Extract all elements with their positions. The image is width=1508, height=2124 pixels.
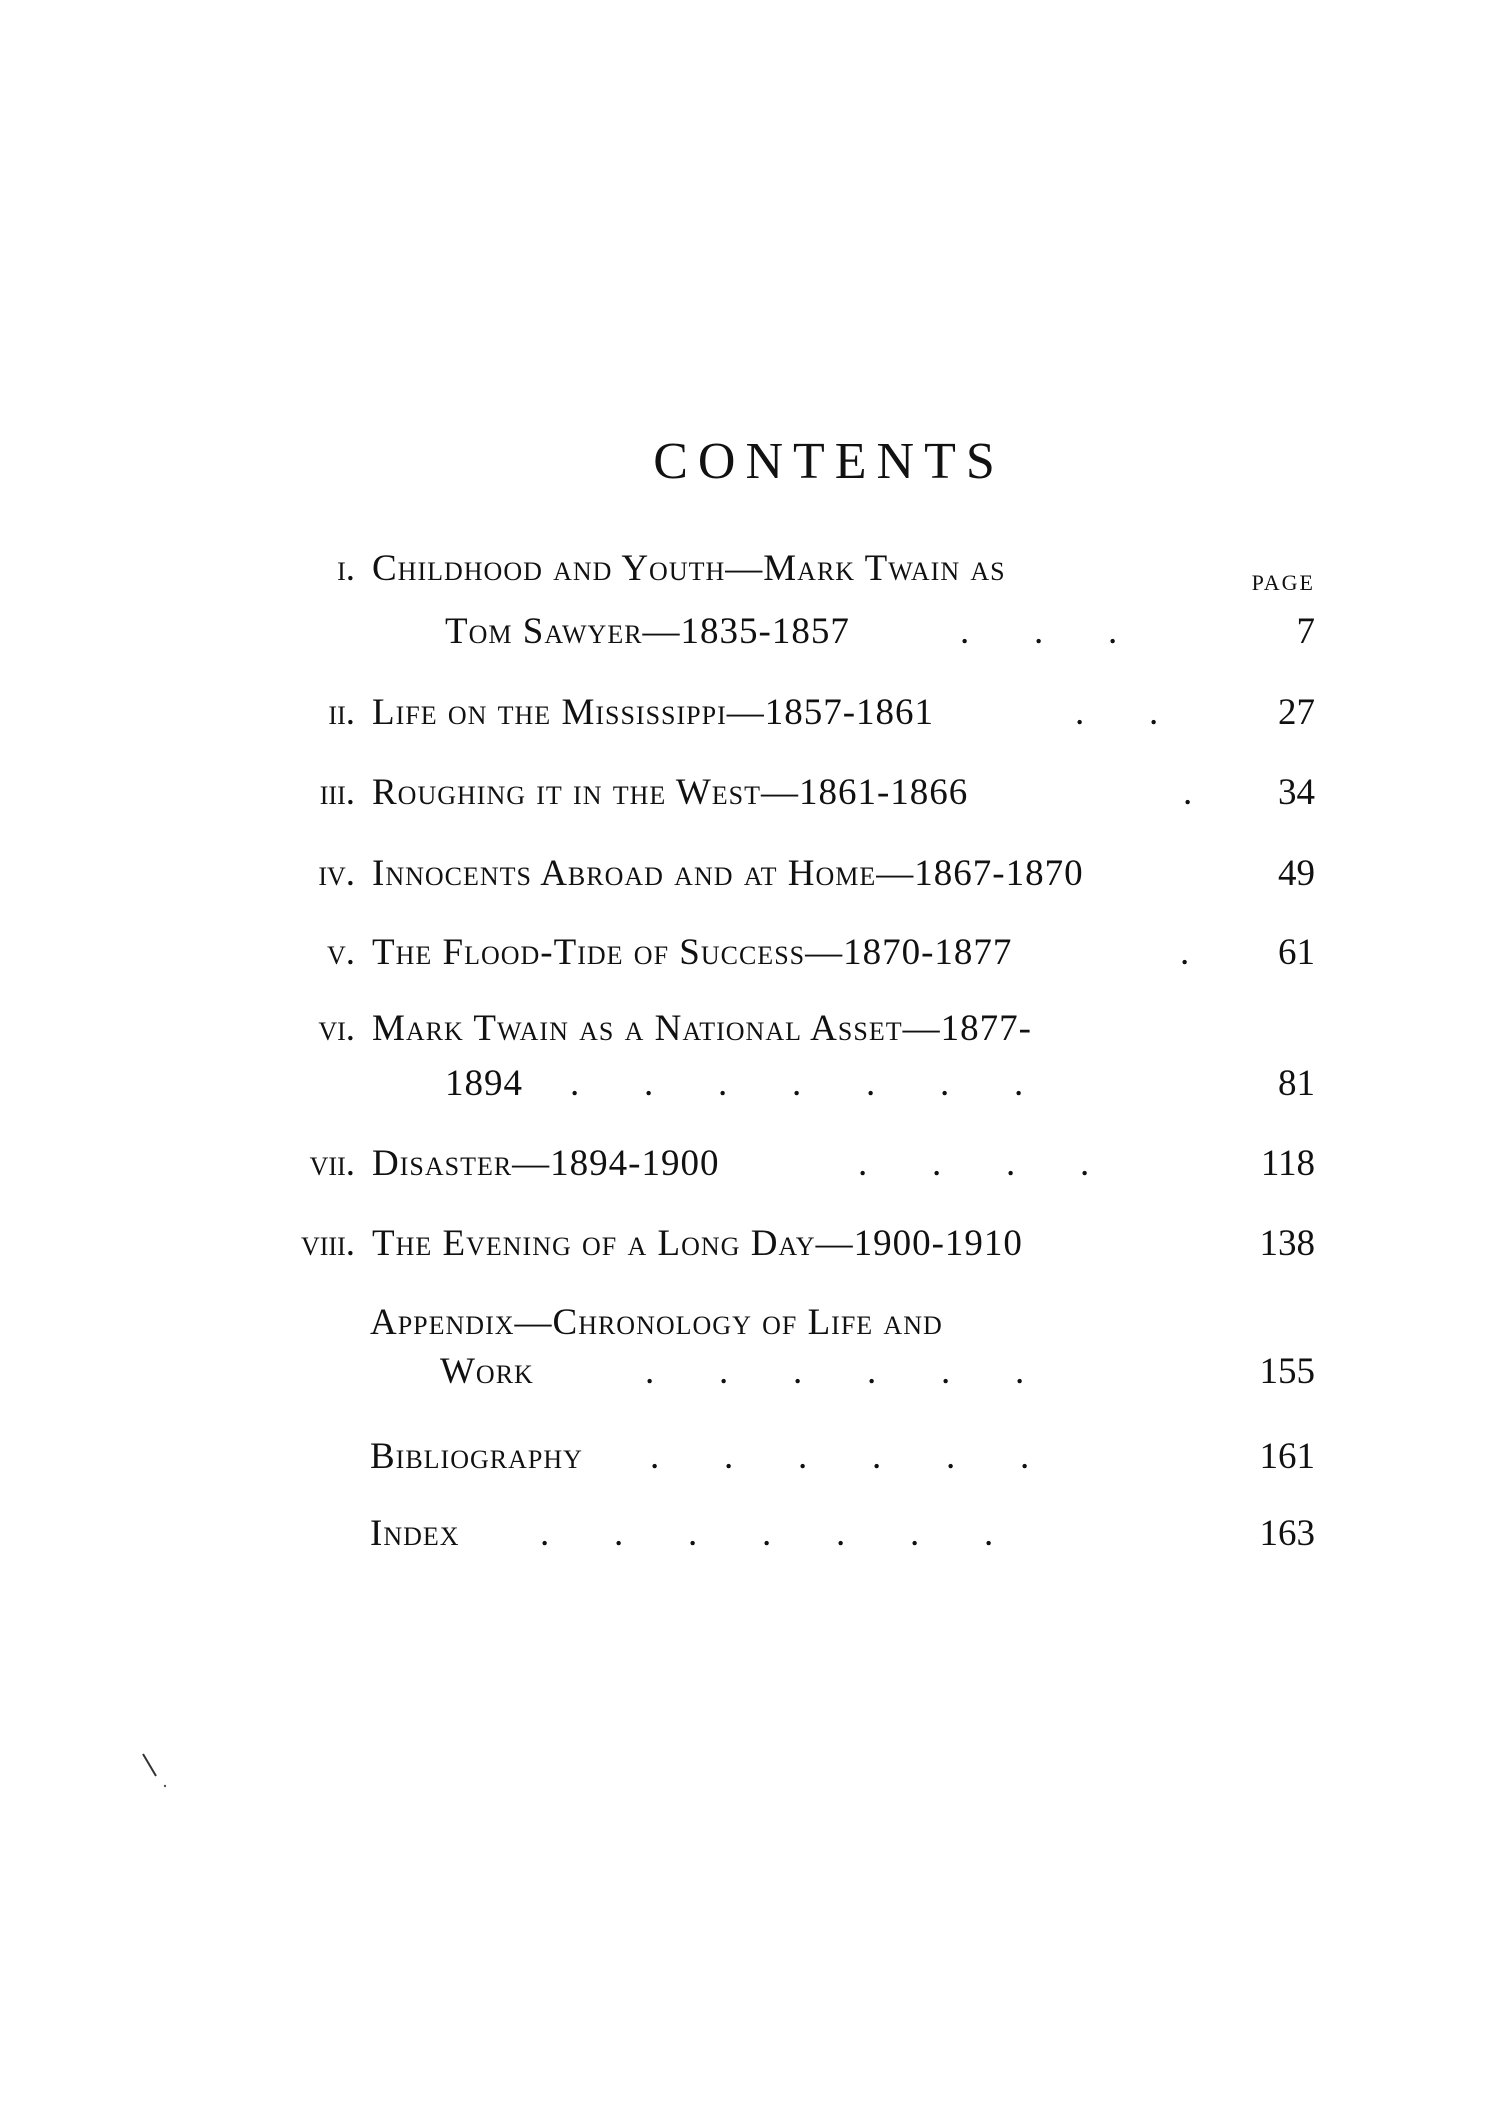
dot-leader: . . . . <box>858 1143 1090 1184</box>
dot-leader: . . . . . . . <box>570 1063 1024 1104</box>
dot-leader: . . . . . . <box>645 1351 1025 1392</box>
chapter-title-continued: Tom Sawyer—1835-1857 <box>445 611 850 652</box>
dot-leader: . . . . . . <box>650 1436 1030 1477</box>
page-title: CONTENTS <box>653 433 1005 490</box>
chapter-title: Disaster—1894-1900 <box>372 1143 720 1184</box>
page-column-label: PAGE <box>1251 570 1315 595</box>
chapter-number: iv. <box>318 853 355 894</box>
chapter-title: Life on the Mississippi—1857-1861 <box>372 692 935 733</box>
page-number: 155 <box>1259 1351 1315 1392</box>
chapter-title: Innocents Abroad and at Home—1867-1870 <box>372 853 1084 894</box>
chapter-number: iii. <box>319 772 355 813</box>
chapter-title: Mark Twain as a National Asset—1877- <box>372 1008 1032 1049</box>
page-number: 7 <box>1296 611 1315 652</box>
dot-leader: . . <box>1075 692 1159 733</box>
page-number: 61 <box>1278 932 1315 973</box>
page-number: 138 <box>1259 1223 1315 1264</box>
chapter-number: i. <box>337 548 355 589</box>
chapter-title: Childhood and Youth—Mark Twain as <box>372 548 1006 589</box>
index-title: Index <box>370 1513 460 1554</box>
page-number: 81 <box>1278 1063 1315 1104</box>
page-number: 27 <box>1278 692 1315 733</box>
page-number: 118 <box>1260 1143 1315 1184</box>
chapter-number: v. <box>326 932 355 973</box>
appendix-title-continued: Work <box>440 1351 534 1392</box>
page-number: 163 <box>1259 1513 1315 1554</box>
dot-leader: . . . . . . . <box>540 1513 994 1554</box>
chapter-number: viii. <box>300 1223 355 1264</box>
page-number: 34 <box>1278 772 1315 813</box>
dot-leader: . . . <box>960 611 1118 652</box>
page-number: 49 <box>1278 853 1315 894</box>
page-number: 161 <box>1259 1436 1315 1477</box>
chapter-number: vi. <box>318 1008 355 1049</box>
chapter-number: vii. <box>309 1143 355 1184</box>
stray-pen-mark <box>140 1750 170 1790</box>
chapter-title-continued: 1894 <box>445 1063 523 1104</box>
dot-leader: . <box>1183 772 1193 813</box>
chapter-title: The Flood-Tide of Success—1870-1877 <box>372 932 1013 973</box>
dot-leader: . <box>1180 932 1190 973</box>
chapter-title: Roughing it in the West—1861-1866 <box>372 772 969 813</box>
chapter-title: The Evening of a Long Day—1900-1910 <box>372 1223 1023 1264</box>
bibliography-title: Bibliography <box>370 1436 583 1477</box>
appendix-title: Appendix—Chronology of Life and <box>370 1302 943 1343</box>
chapter-number: ii. <box>328 692 355 733</box>
